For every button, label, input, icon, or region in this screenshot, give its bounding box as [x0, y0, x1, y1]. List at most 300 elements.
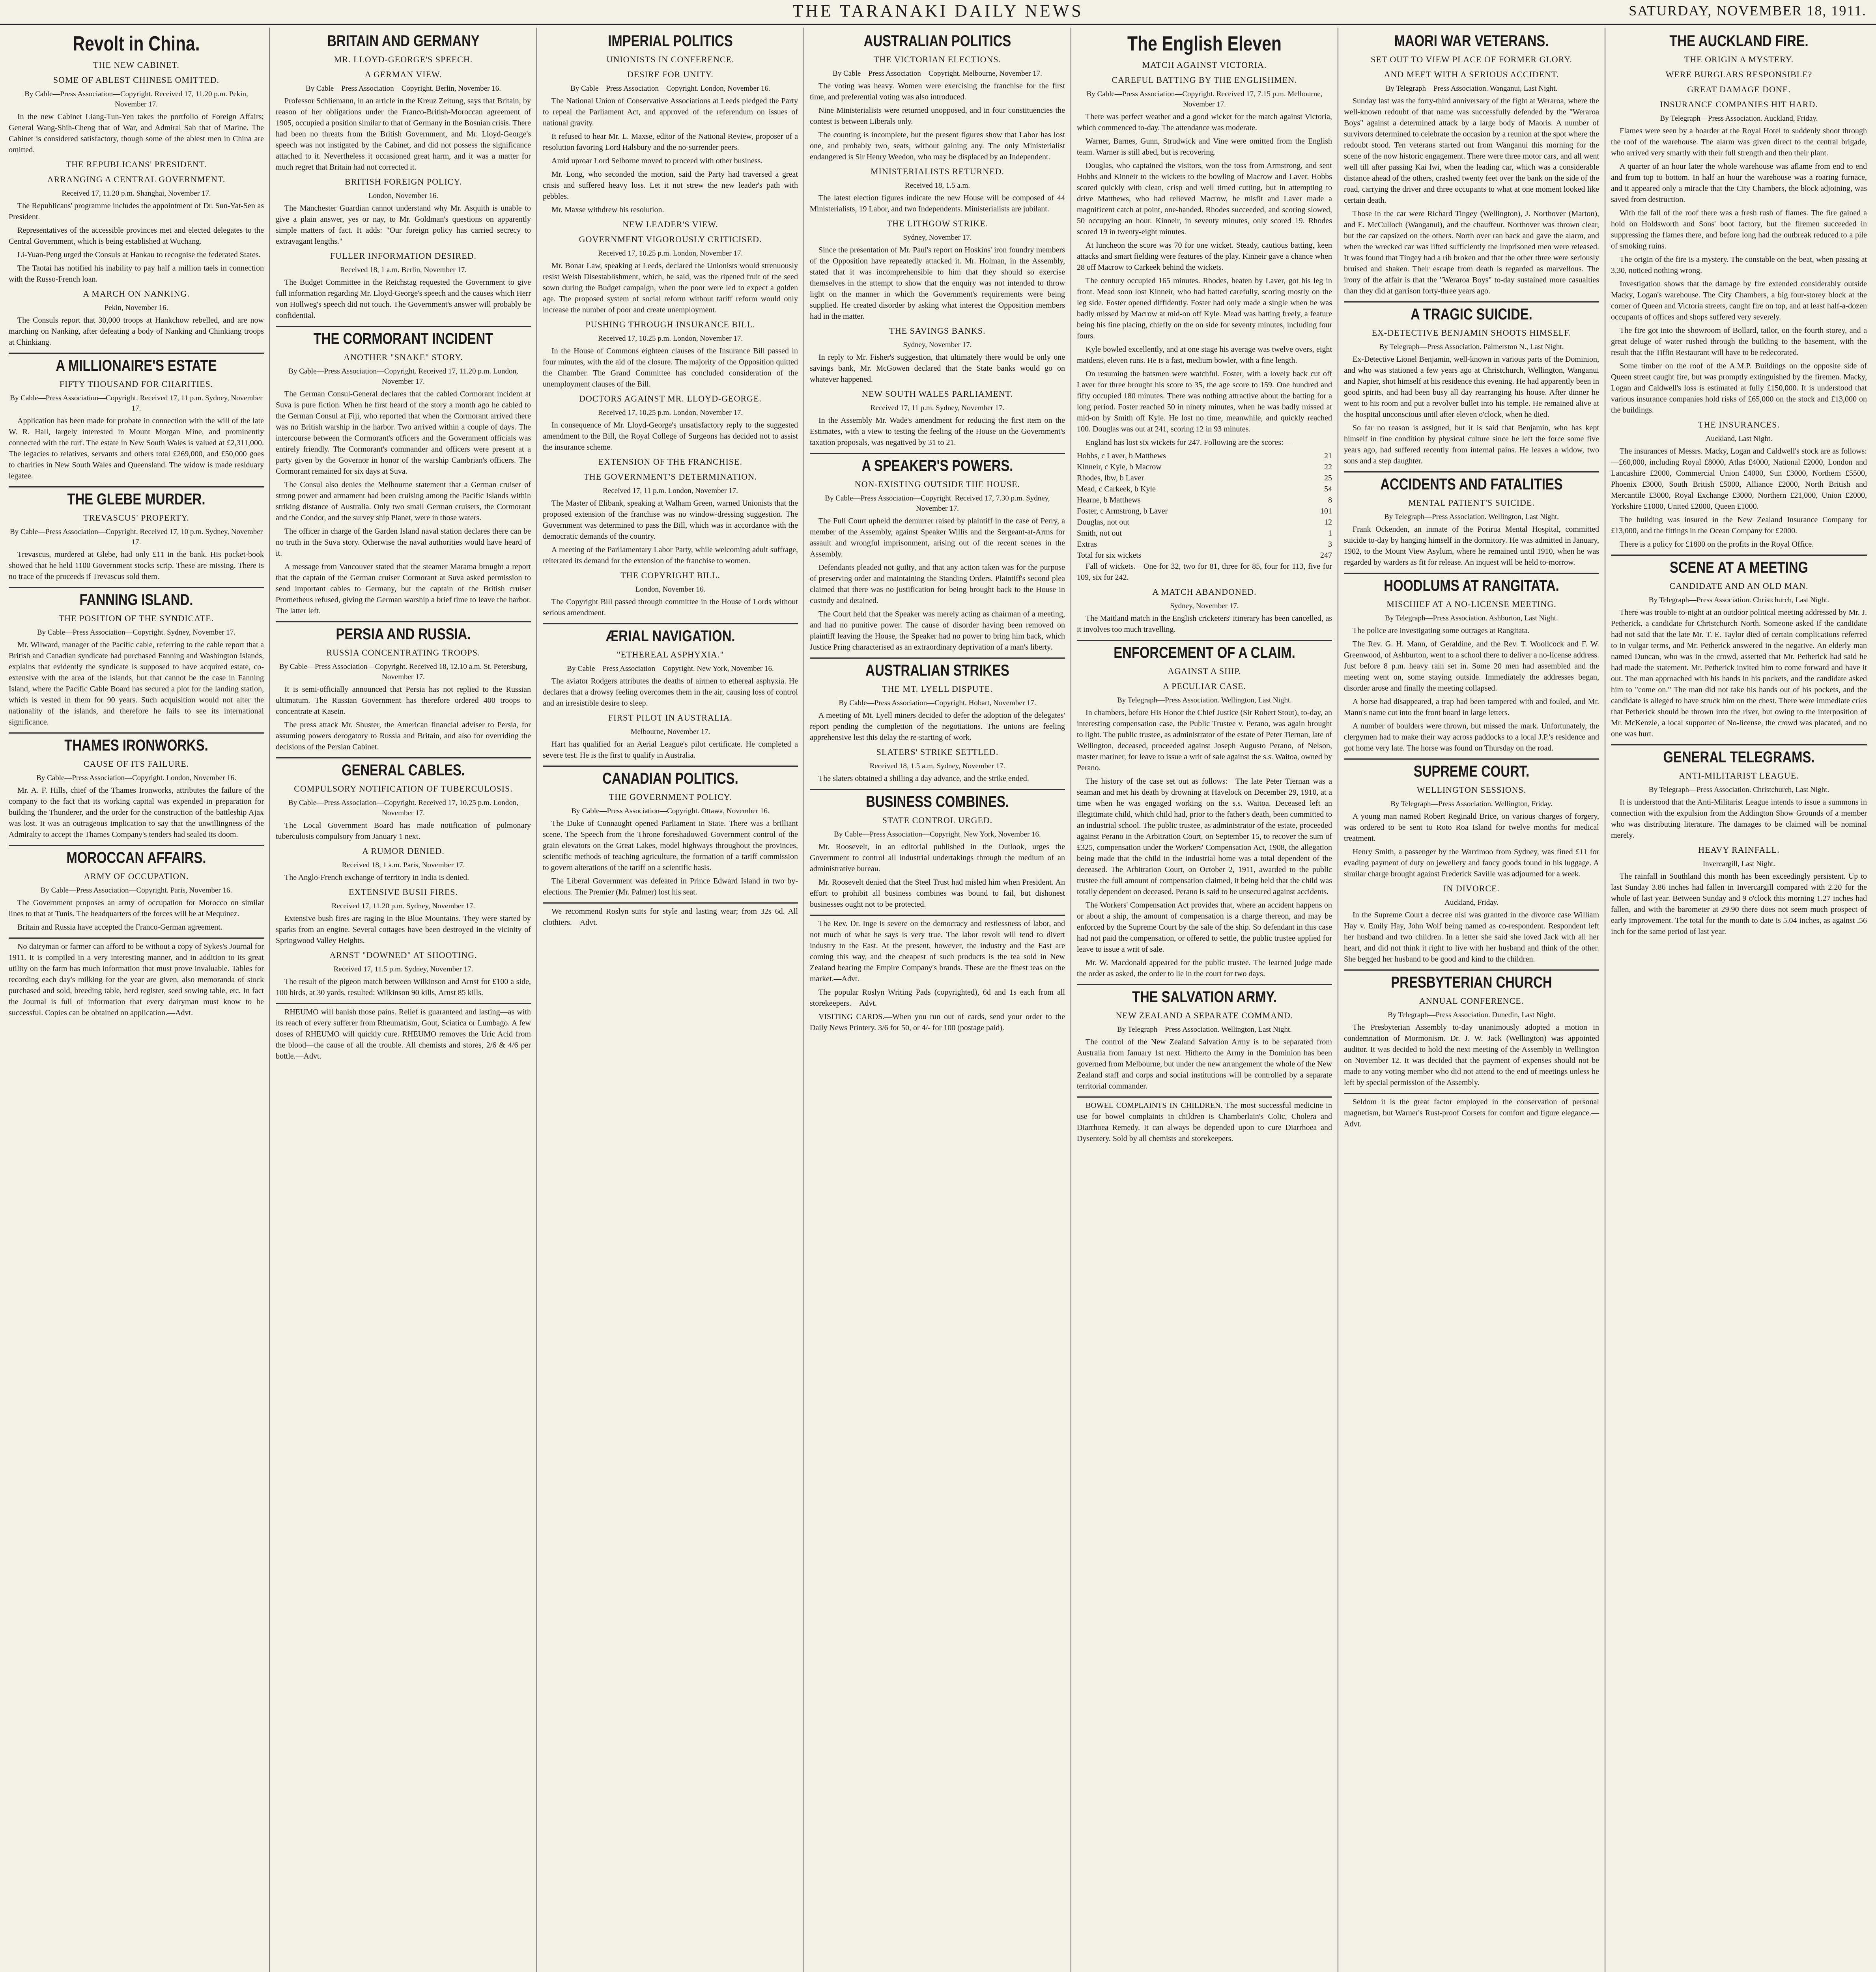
article-paragraph: The Republicans' programme includes the appointment of Dr. Sun-Yat-Sen as President.: [9, 202, 264, 221]
batsman-score: 21: [1324, 452, 1332, 460]
article-paragraph: Mr. W. Macdonald appeared for the public trustee. The learned judge made the order as asked, the order to lie in the court for two days.: [1077, 958, 1332, 978]
batsman-score: 1: [1328, 529, 1332, 538]
article-paragraph: Nine Ministerialists were returned unopposed, and in four constituencies the contest is between Liberals only.: [810, 106, 1065, 126]
article-subheading: TREVASCUS' PROPERTY.: [83, 513, 189, 523]
article-dateline: Received 17, 11.20 p.m. Shanghai, November 17.: [62, 189, 211, 198]
article-subheading: AGAINST A SHIP.: [1168, 666, 1241, 676]
article-paragraph: The counting is incomplete, but the present figures show that Labor has lost one, and probably two, seats, without gaining any. The only Ministerialist endangered is Sir Henry Weedon, who may be displaced by an Independent.: [810, 131, 1065, 161]
article-subheading: THE NEW CABINET.: [93, 60, 179, 70]
scorecard-row: [1077, 484, 1332, 495]
article-subheading: WELLINGTON SESSIONS.: [1416, 785, 1527, 795]
news-column: [1605, 28, 1872, 1972]
article-subheading: FIRST PILOT IN AUSTRALIA.: [608, 713, 733, 723]
article-subheading: NEW SOUTH WALES PARLIAMENT.: [861, 389, 1013, 399]
article-subheading: GREAT DAMAGE DONE.: [1687, 84, 1791, 94]
article-subheading: MISCHIEF AT A NO-LICENSE MEETING.: [1386, 599, 1556, 609]
section-divider: [276, 621, 531, 622]
article-subheading: DESIRE FOR UNITY.: [627, 69, 714, 79]
article-subheading: A MARCH ON NANKING.: [83, 289, 190, 299]
article-paragraph: There is a policy for £1800 on the profits in the Royal Office.: [1620, 540, 1814, 549]
batsman-entry: Smith, not out: [1077, 529, 1122, 538]
article-paragraph: Defendants pleaded not guilty, and that any action taken was for the purpose of preserving order and maintaining the Standing Orders. Plaintiff's second plea claimed that there was no justification for being brought back to the House in custody and detained.: [810, 563, 1065, 605]
article-paragraph: The origin of the fire is a mystery. The constable on the beat, when passing at 3.30, noticed nothing wrong.: [1611, 255, 1867, 275]
article-paragraph: A young man named Robert Reginald Brice, on various charges of forgery, was ordered to be sent to Roto Roa Island for twelve months for medical treatment.: [1344, 812, 1599, 843]
article-dateline: Sydney, November 17.: [1170, 602, 1239, 610]
article-subheading: THE COPYRIGHT BILL.: [620, 570, 720, 580]
article-paragraph: The history of the case set out as follows:—The late Peter Tiernan was a seaman and met his death by drowning at Havelock on December 29, 1910, at a time when he was engaged working on the s.s. Waitoa. Deceased left an illegitimate child, which child had, prior to the father's death, been committed to an industrial school. The public trustee, as administrator of the estate, proceeded against Perano in the Arbitration Court, on September 15, to recover the sum of £325, compensation under the Workers' Compensation Act, 1908, the allegation being made that the child in the industrial home was a total dependent of the deceased. The Arbitration Court, on October 2, 1911, awarded to the public trustee the full amount of compensation claimed, it being held that the child was totally dependent on deceased. Perano is said to be unsecured against accidents.: [1077, 777, 1332, 896]
article-paragraph: Trevascus, murdered at Glebe, had only £11 in the bank. His pocket-book showed that he held 1100 Government stocks scrip. These are missing. There is no trace of the proceeds if Trevascus sold them.: [9, 550, 264, 581]
batsman-score: 25: [1324, 474, 1332, 482]
article-paragraph: VISITING CARDS.—When you run out of cards, send your order to the Daily News Printery. 3/6 for 50, or 4/- for 100 (postage paid).: [810, 1012, 1065, 1032]
section-divider: [1344, 1093, 1599, 1094]
article-dateline: By Cable—Press Association—Copyright. Received 18, 12.10 a.m. St. Petersburg, November 17.: [279, 663, 528, 681]
article-paragraph: The Full Court upheld the demurrer raised by plaintiff in the case of Perry, a member of the Assembly, against Speaker Willis and the Sergeant-at-Arms for assault and wrongful imprisonment, arising out of the recent scenes in the Assembly.: [810, 517, 1065, 558]
article-subheading: SET OUT TO VIEW PLACE OF FORMER GLORY.: [1371, 54, 1572, 64]
article-subheading: EX-DETECTIVE BENJAMIN SHOOTS HIMSELF.: [1371, 328, 1571, 338]
batsman-score: 101: [1320, 507, 1332, 515]
news-column: [804, 28, 1071, 1972]
batsman-entry: Douglas, not out: [1077, 518, 1129, 527]
article-paragraph: The Rev. G. H. Mann, of Geraldine, and the Rev. T. Woollcock and F. W. Greenwood, of Ashburton, went to a school there to deliver a no-license address. Just before 8 p.m. heavy rain set in. Some 20 men had assembled and the meeting went on, some staying outside. Immediately the addresses began, disorder arose and finally the meeting collapsed.: [1344, 640, 1599, 693]
article-paragraph: The Consuls report that 30,000 troops at Hankchow rebelled, and are now marching on Nanking, after defeating a body of Nanking and Chinkiang troops at Chinkiang.: [9, 316, 264, 347]
article-paragraph: The building was insured in the New Zealand Insurance Company for £13,000, and the fittings in the Ocean Company for £2000.: [1611, 515, 1867, 535]
article-paragraph: It is semi-officially announced that Persia has not replied to the Russian ultimatum. The Russian Government has therefore ordered 400 troops to concentrate at Kasein.: [276, 685, 531, 716]
article-paragraph: A meeting of the Parliamentary Labor Party, while welcoming adult suffrage, reiterated its demand for the extension of the franchise to women.: [543, 545, 798, 565]
article-paragraph: The century occupied 165 minutes. Rhodes, beaten by Laver, got his leg in front. Mead soon lost Kinneir, who had batted carefully, scoring mostly on the leg side. Foster opened diffidently. Foster had only made a single when he was badly missed by Macrow at mid-on off Kyle. Mead was batting freely, a feature being his fine placing, chiefly on the on side for seventy minutes, including four fours.: [1077, 276, 1332, 340]
section-divider: [9, 937, 264, 939]
article-headline: PERSIA AND RUSSIA.: [336, 626, 471, 643]
article-dateline: By Telegraph—Press Association. Wellington, Friday.: [1390, 800, 1553, 808]
article-dateline: London, November 16.: [368, 192, 439, 200]
article-dateline: Received 17, 11.5 p.m. Sydney, November 17.: [333, 965, 473, 973]
article-headline: ACCIDENTS AND FATALITIES: [1380, 476, 1563, 493]
article-subheading: ANOTHER "SNAKE" STORY.: [344, 352, 463, 362]
scorecard: [1077, 550, 1332, 561]
batsman-score: 3: [1328, 540, 1332, 549]
article-paragraph: The Liberal Government was defeated in Prince Edward Island in two by-elections. The Premier (Mr. Palmer) lost his seat.: [543, 877, 798, 896]
section-divider: [276, 1003, 531, 1004]
article-subheading: ARRANGING A CENTRAL GOVERNMENT.: [47, 174, 226, 184]
scorecard-row: [1077, 550, 1332, 561]
section-divider: [276, 326, 531, 327]
article-headline: The English Eleven: [1127, 32, 1282, 55]
article-paragraph: The National Union of Conservative Associations at Leeds pledged the Party to repeal the Parliament Act, and approved of the referendum on issues of national gravity.: [543, 97, 798, 127]
article-paragraph: Application has been made for probate in connection with the will of the late W. R. Hall, largely interested in Mount Morgan Mine, and prominently connected with the turf. The estate in New South Wales is valued at £2,311,000. The legacies to relatives, servants and others total £269,000, and £50,000 goes to charities in New South Wales and Queensland. The widow is made residuary legatee.: [9, 416, 264, 480]
article-paragraph: The Master of Elibank, speaking at Walham Green, warned Unionists that the proposed extension of the franchise was no window-dressing suggestion. The Government was determined to pass the Bill, which was in accordance with the democratic demands of the country.: [543, 499, 798, 541]
article-headline: THE CORMORANT INCIDENT: [313, 330, 493, 347]
article-subheading: STATE CONTROL URGED.: [882, 815, 993, 825]
article-dateline: By Telegraph—Press Association. Palmerston N., Last Night.: [1379, 343, 1564, 351]
article-dateline: Received 17, 10.25 p.m. London, November 17.: [598, 249, 743, 258]
article-subheading: FIFTY THOUSAND FOR CHARITIES.: [59, 379, 213, 389]
article-dateline: Received 18, 1.5 a.m. Sydney, November 17.: [869, 762, 1005, 770]
batsman-score: 247: [1320, 551, 1332, 560]
batsman-entry: Mead, c Carkeek, b Kyle: [1077, 485, 1156, 493]
article-dateline: Received 17, 11 p.m. London, November 17.: [603, 487, 738, 495]
article-dateline: By Cable—Press Association—Copyright. Paris, November 16.: [40, 886, 232, 894]
article-paragraph: The Taotai has notified his inability to pay half a million taels in connection with the Russo-French loan.: [9, 264, 264, 284]
article-subheading: THE LITHGOW STRIKE.: [886, 218, 988, 228]
article-subheading: AND MEET WITH A SERIOUS ACCIDENT.: [1384, 69, 1559, 79]
article-subheading: CANDIDATE AND AN OLD MAN.: [1669, 581, 1809, 591]
article-paragraph: The officer in charge of the Garden Island naval station declares there can be no truth in the Suva story. Otherwise the naval authorities would have heard of it.: [276, 527, 531, 558]
article-subheading: A PECULIAR CASE.: [1163, 681, 1246, 691]
article-paragraph: The Maitland match in the English cricketers' itinerary has been cancelled, as it involves too much travelling.: [1077, 614, 1332, 634]
article-headline: GENERAL CABLES.: [342, 762, 465, 779]
article-headline: CANADIAN POLITICS.: [602, 770, 738, 787]
article-headline: FANNING ISLAND.: [79, 591, 193, 609]
article-subheading: NON-EXISTING OUTSIDE THE HOUSE.: [854, 479, 1020, 489]
section-divider: [543, 623, 798, 624]
article-paragraph: Mr. Maxse withdrew his resolution.: [551, 205, 664, 214]
article-paragraph: Mr. Long, who seconded the motion, said the Party had traversed a great crisis and suffered heavy loss. Let it not strew the new leader's path with pebbles.: [543, 170, 798, 201]
article-paragraph: The popular Roslyn Writing Pads (copyrighted), 6d and 1s each from all storekeepers.—Advt.: [810, 988, 1065, 1008]
section-divider: [810, 657, 1065, 659]
section-divider: [9, 587, 264, 588]
article-paragraph: On resuming the batsmen were watchful. Foster, with a lovely back cut off Laver for three brought his score to 35, the age score to 159. One hundred and fifty occupied 180 minutes. There was nothing attractive about the batting for a long period. Foster reached 50 in ninety minutes, when he was badly missed at mid-on by Smith off Kyle. He lost no time, meanwhile, and quickly reached 100. Douglas was out at 241, scoring 12 in 93 minutes.: [1077, 370, 1332, 433]
article-headline: ENFORCEMENT OF A CLAIM.: [1114, 644, 1295, 661]
batsman-entry: Rhodes, lbw, b Laver: [1077, 474, 1144, 482]
section-divider: [1344, 573, 1599, 574]
article-subheading: WERE BURGLARS RESPONSIBLE?: [1665, 69, 1812, 79]
article-subheading: MINISTERIALISTS RETURNED.: [870, 166, 1005, 176]
article-dateline: By Cable—Press Association—Copyright. Received 17, 11 p.m. Sydney, November 17.: [10, 394, 263, 413]
article-headline: MAORI WAR VETERANS.: [1394, 32, 1549, 50]
article-subheading: ANTI-MILITARIST LEAGUE.: [1679, 771, 1799, 781]
article-dateline: Received 17, 10.25 p.m. London, November 17.: [598, 409, 743, 417]
article-dateline: By Cable—Press Association—Copyright. Received 17, 7.15 p.m. Melbourne, November 17.: [1086, 90, 1323, 108]
article-paragraph: Representatives of the accessible provinces met and elected delegates to the Central Government, which is being established at Wuchang.: [9, 226, 264, 246]
columns-container: [3, 28, 1873, 1972]
article-subheading: CAUSE OF ITS FAILURE.: [83, 759, 189, 769]
article-headline: IMPERIAL POLITICS: [608, 32, 733, 50]
article-dateline: By Telegraph—Press Association. Dunedin, Last Night.: [1388, 1011, 1555, 1019]
masthead: [0, 0, 1876, 25]
article-paragraph: The rainfall in Southland this month has been exceedingly persistent. Up to last Sunday 3.86 inches had fallen in Invercargill compared with 2.20 for the whole of last year. Between Sunday and 9 o'clock this morning 1.27 inches had fallen, and with the barometer at 29.90 there does not seem much prospect of early improvement. The total for the month to date is 5.04 inches, as against .56 inch for the same period of last year.: [1611, 872, 1867, 936]
article-dateline: Received 17, 10.25 p.m. London, November 17.: [598, 334, 743, 343]
batsman-entry: Foster, c Armstrong, b Laver: [1077, 507, 1168, 515]
article-paragraph: The Local Government Board has made notification of pulmonary tuberculosis compulsory from January 1 next.: [276, 821, 531, 841]
section-divider: [1077, 984, 1332, 985]
article-headline: AUSTRALIAN STRIKES: [865, 662, 1009, 679]
article-subheading: ANNUAL CONFERENCE.: [1419, 996, 1524, 1006]
article-dateline: By Cable—Press Association—Copyright. Sydney, November 17.: [37, 628, 236, 637]
batsman-entry: Extras: [1077, 540, 1097, 549]
article-dateline: Received 18, 1 a.m. Berlin, November 17.: [340, 266, 467, 274]
article-paragraph: Douglas, who captained the visitors, won the toss from Armstrong, and sent Hobbs and Kinneir to the wickets to the bowling of Macrow and Laver. Hobbs scored quickly with clean, crisp and well timed cutting, but in attempting to drive Matthews, who had relieved Macrow, he misfit and Laver made a magnificent catch at point, one-handed. Rhodes succeeded, and scoring slowed, 50 occupying an hour. Kinneir, in seventy minutes, only scored 19. Rhodes scored 19 in twenty-eight minutes.: [1077, 161, 1332, 236]
section-divider: [9, 732, 264, 734]
article-headline: SCENE AT A MEETING: [1669, 559, 1809, 576]
article-subheading: COMPULSORY NOTIFICATION OF TUBERCULOSIS.: [294, 784, 513, 794]
article-paragraph: The aviator Rodgers attributes the deaths of airmen to ethereal asphyxia. He declares that a drowsy feeling overcomes them in the air, causing loss of control and an irresistible desire to sleep.: [543, 677, 798, 708]
article-subheading: THE INSURANCES.: [1698, 420, 1780, 430]
article-paragraph: In consequence of Mr. Lloyd-George's unsatisfactory reply to the suggested amendment to the Bill, the Royal College of Surgeons has decided not to assist the insurance scheme.: [543, 421, 798, 452]
batsman-score: 22: [1324, 463, 1332, 471]
article-dateline: By Telegraph—Press Association. Wellington, Last Night.: [1117, 696, 1292, 704]
article-dateline: By Cable—Press Association—Copyright. Ottawa, November 16.: [571, 807, 770, 815]
article-paragraph: The Presbyterian Assembly to-day unanimously adopted a motion in condemnation of Mormonism. Dr. J. W. Jack (Wellington) was appointed auditor. It was decided to hold the next meeting of the Assembly in Wellington on November 12. It was decided that the payment of expenses should not be made to any voting member who did not attend to the end of meetings unless he left by special permission of the Assembly.: [1344, 1023, 1599, 1087]
article-paragraph: At luncheon the score was 70 for one wicket. Steady, cautious batting, keen attacks and smart fielding were features of the play. Kinneir gave a chance when 28 off Macrow to Carkeek behind the wickets.: [1077, 241, 1332, 272]
article-paragraph: Amid uproar Lord Selborne moved to proceed with other business.: [551, 157, 763, 165]
section-divider: [1344, 758, 1599, 760]
article-subheading: THE POSITION OF THE SYNDICATE.: [58, 613, 214, 623]
article-paragraph: The slaters obtained a shilling a day advance, and the strike ended.: [818, 774, 1029, 783]
batsman-score: 8: [1328, 496, 1332, 504]
article-paragraph: A message from Vancouver stated that the steamer Marama brought a report that the captain of the German cruiser Cormorant at Suva asked permission to send important cables to Germany, but the captain of the British cruiser Prometheus refused, giving the German warship a brief time to leave the harbor. The latter left.: [276, 562, 531, 615]
article-paragraph: The Anglo-French exchange of territory in India is denied.: [284, 873, 469, 882]
article-dateline: Melbourne, November 17.: [630, 728, 710, 736]
article-dateline: By Telegraph—Press Association. Wellington, Last Night.: [1117, 1025, 1292, 1034]
article-headline: PRESBYTERIAN CHURCH: [1391, 974, 1552, 991]
article-subheading: THE REPUBLICANS' PRESIDENT.: [65, 159, 207, 169]
article-paragraph: It is understood that the Anti-Militarist League intends to issue a summons in connection with the expulsion from the Addington Show Grounds of a member who was distributing literature. The damages to be claimed will be nominal merely.: [1611, 798, 1867, 840]
article-paragraph: The Consul also denies the Melbourne statement that a German cruiser of strong power and armament had been cruising among the Pacific Islands within striking distance of Australia. Only two small German cruisers, the Cormorant and the Condor, and the survey ship Planet, were in those waters.: [276, 480, 531, 522]
article-paragraph: With the fall of the roof there was a fresh rush of flames. The fire gained a hold on Holdsworth and Sons' boot factory, but the firemen succeeded in suppressing the flames there, and before long had the outbreak reduced to a pile of smoking ruins.: [1611, 209, 1867, 250]
article-paragraph: The fire got into the showroom of Bollard, tailor, on the fourth storey, and a great deluge of water rushed through the building to the basement, with the result that the Tiffin Restaurant will have to be redecorated.: [1611, 326, 1867, 357]
article-paragraph: Britain and Russia have accepted the Franco-German agreement.: [17, 923, 222, 932]
article-subheading: THE GOVERNMENT POLICY.: [609, 792, 732, 802]
article-subheading: SLATERS' STRIKE SETTLED.: [876, 747, 999, 757]
article-paragraph: In the Supreme Court a decree nisi was granted in the divorce case William Hay v. Emily Hay, John Wolf being named as co-respondent. Respondent left her husband and two children. In a letter she said she loved Jack with all her heart, and did not think it right to live with her husband and think of the other. She begged her husband to be good and kind to the children.: [1344, 911, 1599, 964]
article-paragraph: Li-Yuan-Peng urged the Consuls at Hankau to recognise the federated States.: [17, 250, 261, 259]
article-subheading: INSURANCE COMPANIES HIT HARD.: [1660, 99, 1818, 109]
article-dateline: By Telegraph—Press Association. Auckland, Friday.: [1660, 114, 1818, 123]
article-headline: MOROCCAN AFFAIRS.: [66, 849, 206, 866]
article-paragraph: The Copyright Bill passed through committee in the House of Lords without serious amendment.: [543, 598, 798, 617]
scorecard-row: [1077, 461, 1332, 472]
article-paragraph: Sunday last was the forty-third anniversary of the fight at Weraroa, where the well-known redoubt of that name was successfully defended by the "Weraroa Boys" against a determined attack by a large body of Maoris. A number of survivors determined to celebrate the occasion by a reunion at the spot where the redoubt stood. Ten veterans started out from Wanganui this morning for the scene of the now historic engagement. There were three motor cars, and all went well till after passing Kai Iwi, when the leading car, which was a considerable distance ahead of the others, crashed twenty feet over the bank on the side of the road, carrying the driver and three occupants to what at one moment looked like certain death.: [1344, 97, 1599, 205]
scorecard-row: [1077, 450, 1332, 461]
article-dateline: Sydney, November 17.: [903, 341, 972, 349]
article-paragraph: Kyle bowled excellently, and at one stage his average was twelve overs, eight maidens, eleven runs. He is a fast, medium bowler, with a fine length.: [1077, 345, 1332, 365]
section-divider: [810, 789, 1065, 790]
article-headline: GENERAL TELEGRAMS.: [1663, 749, 1815, 766]
article-paragraph: England has lost six wickets for 247. Following are the scores:—: [1086, 438, 1291, 447]
article-subheading: THE SAVINGS BANKS.: [889, 326, 986, 336]
article-paragraph: In the House of Commons eighteen clauses of the Insurance Bill passed in four minutes, with the aid of the closure. The majority of the Opposition quitted the Chamber. The Grand Committee has concluded consideration of the unemployment clauses of the Bill.: [543, 347, 798, 388]
article-dateline: By Cable—Press Association—Copyright. Received 17, 10 p.m. Sydney, November 17.: [10, 528, 263, 546]
section-divider: [1611, 555, 1867, 556]
article-headline: THE GLEBE MURDER.: [67, 491, 206, 508]
article-subheading: "ETHEREAL ASPHYXIA.": [617, 650, 724, 659]
article-dateline: By Telegraph—Press Association. Wanganui, Last Night.: [1385, 84, 1558, 93]
article-paragraph: In reply to Mr. Fisher's suggestion, that ultimately there would be only one savings bank, Mr. McGowen declared that the State banks would go on whatever happened.: [810, 353, 1065, 384]
article-paragraph: Flames were seen by a boarder at the Royal Hotel to suddenly shoot through the roof of the warehouse. The alarm was given direct to the central brigade, who arrived very smartly with their full strength and then their plant.: [1611, 127, 1867, 157]
article-dateline: By Cable—Press Association—Copyright. New York, November 16.: [567, 665, 774, 673]
batsman-entry: Hobbs, c Laver, b Matthews: [1077, 452, 1166, 460]
section-divider: [543, 766, 798, 767]
batsman-score: 54: [1324, 485, 1332, 493]
article-paragraph: Since the presentation of Mr. Paul's report on Hoskins' iron foundry members of the Opposition have repeatedly attacked it. Mr. Holman, in the Assembly, stated that it was incomprehensible to him that they should so exercise themselves in the attempt to show that the enquiry was not intended to throw light on the manner in which the Government's requirements were being supplied. He created disorder by asking what interest the Opposition members had in the matter.: [810, 246, 1065, 321]
article-dateline: By Cable—Press Association—Copyright. Melbourne, November 17.: [833, 69, 1042, 78]
article-headline: A MILLIONAIRE'S ESTATE: [56, 357, 217, 374]
section-divider: [1344, 471, 1599, 472]
article-dateline: By Telegraph—Press Association. Ashburton, Last Night.: [1385, 614, 1558, 622]
scorecard-row: [1077, 472, 1332, 484]
section-divider: [810, 453, 1065, 454]
article-paragraph: The Court held that the Speaker was merely acting as chairman of a meeting, and had no punitive power. The cause of disorder having been removed on plaintiff leaving the House, the Speaker had no power to bring him back, which Justice Pring characterised as an extraordinary deprivation of a man's liberty.: [810, 610, 1065, 652]
article-dateline: By Cable—Press Association—Copyright. New York, November 16.: [834, 830, 1041, 838]
article-paragraph: A meeting of Mt. Lyell miners decided to defer the adoption of the delegates' report pending the completion of the negotiations. The unions are feeling apprehensive lest this delay the re-starting of work.: [810, 711, 1065, 742]
article-subheading: DOCTORS AGAINST MR. LLOYD-GEORGE.: [579, 394, 762, 403]
article-paragraph: Mr. A. F. Hills, chief of the Thames Ironworks, attributes the failure of the company to the fact that its working capital was expended in preparation for building the Thunderer, and the order for the construction of the battleship Ajax was lost. It was an outrageous implication to say that the unwillingness of the Admiralty to accept the Thames Company's tenders had sealed its doom.: [9, 786, 264, 839]
article-paragraph: Professor Schliemann, in an article in the Kreuz Zeitung, says that Britain, by reason of her obligations under the Franco-British-Moroccan agreement of 1905, occupied a position similar to that of Germany in the Bosnian crisis. There had been no threats from the British Government, and Mr. Lloyd-George's speech was not instigated by the Cabinet, and did not possess the significance attached to it. Nevertheless it occasioned great harm, and it was a matter for much regret that Britain had not corrected it.: [276, 97, 531, 172]
article-subheading: PUSHING THROUGH INSURANCE BILL.: [585, 319, 755, 329]
article-paragraph: The press attack Mr. Shuster, the American financial adviser to Persia, for assuming powers derogatory to Russia and Britain, and also for overriding the decisions of the Persian Cabinet.: [276, 721, 531, 751]
article-headline: THE SALVATION ARMY.: [1132, 988, 1277, 1006]
article-paragraph: Investigation shows that the damage by fire extended considerably outside Macky, Logan's warehouse. The City Chambers, a big four-storey block at the corner of Queen and Victoria streets, caught fire on top, and at least half-a-dozen occupants of offices and shops suffered very severely.: [1611, 280, 1867, 321]
article-subheading: MR. LLOYD-GEORGE'S SPEECH.: [334, 54, 473, 64]
batsman-entry: Kinneir, c Kyle, b Macrow: [1077, 463, 1162, 471]
scorecard-row: [1077, 506, 1332, 517]
article-subheading: CAREFUL BATTING BY THE ENGLISHMEN.: [1112, 75, 1297, 85]
article-paragraph: The police are investigating some outrages at Rangitata.: [1353, 626, 1530, 635]
article-dateline: Received 18, 1 a.m. Paris, November 17.: [342, 861, 465, 869]
article-subheading: GOVERNMENT VIGOROUSLY CRITICISED.: [579, 234, 762, 244]
article-dateline: By Cable—Press Association—Copyright. London, November 16.: [36, 774, 236, 782]
article-paragraph: We recommend Roslyn suits for style and lasting wear; from 32s 6d. All clothiers.—Advt.: [543, 907, 798, 927]
article-paragraph: A horse had disappeared, a trap had been tampered with and fouled, and Mr. Mann's name cut into the front board in large letters.: [1344, 697, 1599, 717]
section-divider: [1344, 301, 1599, 303]
article-dateline: London, November 16.: [635, 585, 706, 594]
batsman-score: 12: [1324, 518, 1332, 527]
article-subheading: IN DIVORCE.: [1443, 883, 1500, 893]
article-paragraph: There was trouble to-night at an outdoor political meeting addressed by Mr. J. Petherick, a candidate for Christchurch North. Someone asked if the candidate had not said that the late Mr. T. E. Taylor died of certain complications referred to in vulgar terms, and Mr. Petherick answered in the negative. An elderly man named Duncan, who was in the crowd, asserted that Mr. Petherick had said he had made the statement. Mr. Petherick invited him to come forward and have it out. The man approached with his hands in his pockets, and the candidate asked him to "come on." The man did not take his hands out of his pockets, and the candidate is alleged to have struck him on the chest. There were immediate cries that Petherick should be thrown into the river, but owing to the interposition of Mr. McKenzie, a local supporter of No-license, the crowd was placated, and no one was hurt.: [1611, 608, 1867, 738]
article-headline: THE AUCKLAND FIRE.: [1669, 32, 1809, 50]
scorecard-row: [1077, 517, 1332, 528]
article-headline: SUPREME COURT.: [1413, 763, 1530, 780]
article-subheading: A GERMAN VIEW.: [364, 69, 442, 79]
article-dateline: By Cable—Press Association—Copyright. Received 17, 11.20 p.m. London, November 17.: [288, 367, 518, 386]
article-paragraph: The voting was heavy. Women were exercising the franchise for the first time, and preferential voting was also introduced.: [810, 82, 1065, 101]
article-paragraph: Mr. Bonar Law, speaking at Leeds, declared the Unionists would strenuously resist Welsh Disestablishment, which, he said, was the ripened fruit of the seed sown during the Budget campaign, when the poor were led to expect a golden age. The proposed system of social reform without tariff reform would only increase the number of poor and create unemployment.: [543, 261, 798, 314]
article-subheading: EXTENSION OF THE FRANCHISE.: [598, 457, 743, 467]
article-paragraph: Fall of wickets.—One for 32, two for 81, three for 85, four for 113, five for 109, six for 242.: [1077, 562, 1332, 582]
news-column: [270, 28, 537, 1972]
scorecard-row: [1077, 495, 1332, 506]
article-paragraph: Henry Smith, a passenger by the Warrimoo from Sydney, was fined £11 for evading payment of duty on jewellery and fancy goods found in his luggage. A similar charge brought against Frederick Saville was adjourned for a week.: [1344, 848, 1599, 878]
article-subheading: BRITISH FOREIGN POLICY.: [344, 177, 462, 187]
article-paragraph: Those in the car were Richard Tingey (Wellington), J. Northover (Marton), and E. McCulloch (Wanganui), and the chauffeur. Northover was thrown clear, but the car capsized on the others. North over ran back and gave the alarm, and when the wrecked car was lifted sufficiently the imprisoned men were released. It was found that Tingey had a rib broken and that the other three were seriously bruised and shaken. Their escape from death is regarded as marvellous. The irony of the affair is that the "Weraroa Boys" to-day sustained more casualties than they did at garrison forty-three years ago.: [1344, 209, 1599, 295]
article-paragraph: The German Consul-General declares that the cabled Cormorant incident at Suva is pure fiction. When he first heard of the story a month ago he cabled to the German Consul at Fiji, who reported that when the Cormorant arrived there was no British warship in the harbor. Two arrived within a couple of days. The intercourse between the Cormorant's officers and the Government officials was entirely friendly. The Cormorant's commander and officers were present at a party given by the Governor in honor of the warship Cambrian's officers. The Cormorant remained for six days at Suva.: [276, 390, 531, 476]
article-subheading: A RUMOR DENIED.: [362, 846, 445, 856]
article-paragraph: No dairyman or farmer can afford to be without a copy of Sykes's Journal for 1911. It is compiled in a very interesting manner, and in addition to its great utility on the farm has much information that must prove invaluable. Tables for recording each day's milking for the year are given, also memoranda of stock purchased and sold, breeding table, herd register, seed sowing table, etc. In fact the Journal is full of information that every dairyman must know to be successful. Copies can be obtained on application.—Advt.: [9, 942, 264, 1017]
article-subheading: FULLER INFORMATION DESIRED.: [330, 251, 477, 261]
article-subheading: THE ORIGIN A MYSTERY.: [1684, 54, 1794, 64]
article-paragraph: The result of the pigeon match between Wilkinson and Arnst for £100 a side, 100 birds, at 30 yards, resulted: Wilkinson 90 kills, Arnst 85 kills.: [276, 977, 531, 997]
article-subheading: MATCH AGAINST VICTORIA.: [1142, 60, 1267, 70]
article-dateline: By Cable—Press Association—Copyright. Received 17, 10.25 p.m. London, November 17.: [288, 799, 519, 817]
article-paragraph: A number of boulders were thrown, but missed the mark. Unfortunately, the clergymen had to make their way across paddocks to a local J.P.'s residence and got home very late. The horse was found on Thursday on the road.: [1344, 722, 1599, 753]
article-paragraph: Mr. Wilward, manager of the Pacific cable, referring to the cable report that a British and Canadian syndicate had purchased Fanning and Washington Islands, explains that evidently the syndicate is supposed to have acquired estate, co-extensive with the area of the islands, but that cannot be the case in Fanning Island, where the Pacific Cable Board has secured a plot for the landing station, which is vested in them for 90 years. Such acquisition would not alter the nationality of the islands, and therefore he fails to see its international significance.: [9, 641, 264, 726]
article-paragraph: Frank Ockenden, an inmate of the Porirua Mental Hospital, committed suicide to-day by hanging himself in the dormitory. He was admitted in January, 1902, to the Mount View Asylum, where he remained until 1910, when he was regarded by warders as fit for release. An inquest will be held to-morrow.: [1344, 525, 1599, 567]
section-divider: [9, 486, 264, 487]
article-paragraph: In chambers, before His Honor the Chief Justice (Sir Robert Stout), to-day, an interesting compensation case, the Public Trustee v. Perano, was again brought to light. The public trustee, as administrator of the estate of Peter Tiernan, late of Wellington, deceased, proceeded against Joseph Augusto Perano, of Nelson, master mariner, for leave to issue a writ of sale against the s.s. Waitoa, owned by Perano.: [1077, 708, 1332, 772]
article-paragraph: A quarter of an hour later the whole warehouse was aflame from end to end and from top to bottom. In half an hour the warehouse was a roaring furnace, and it appeared only a miracle that the City Chambers, the block adjoining, was saved from destruction.: [1611, 162, 1867, 204]
article-paragraph: Seldom it is the great factor employed in the conservation of personal magnetism, but Warner's Rust-proof Corsets for comfort and figure elegance.—Advt.: [1344, 1098, 1599, 1128]
article-headline: Revolt in China.: [73, 32, 200, 55]
article-headline: ÆRIAL NAVIGATION.: [605, 627, 735, 645]
article-subheading: THE GOVERNMENT'S DETERMINATION.: [583, 472, 757, 482]
article-dateline: Pekin, November 16.: [104, 304, 168, 312]
article-subheading: RUSSIA CONCENTRATING TROOPS.: [326, 648, 480, 657]
article-dateline: Auckland, Last Night.: [1706, 435, 1772, 443]
section-divider: [9, 353, 264, 354]
article-headline: THAMES IRONWORKS.: [64, 737, 208, 754]
article-subheading: THE MT. LYELL DISPUTE.: [882, 684, 993, 694]
article-paragraph: Extensive bush fires are raging in the Blue Mountains. They were started by sparks from an engine. Several cottages have been destroyed in the vicinity of Springwood Valley Heights.: [276, 914, 531, 945]
article-dateline: By Cable—Press Association—Copyright. London, November 16.: [570, 84, 770, 93]
article-paragraph: The Duke of Connaught opened Parliament in State. There was a brilliant scene. The Speech from the Throne foreshadowed Government control of the grain elevators on the Great Lakes, model highways throughout the provinces, scientific methods of teaching agriculture, the formation of a tariff commission to govern alterations of the tariff on a scientific basis.: [543, 819, 798, 872]
article-headline: BRITAIN AND GERMANY: [327, 32, 480, 50]
article-subheading: MENTAL PATIENT'S SUICIDE.: [1408, 498, 1535, 508]
issue-date: SATURDAY, NOVEMBER 18, 1911.: [1629, 3, 1867, 19]
article-dateline: Sydney, November 17.: [903, 233, 972, 242]
article-paragraph: The Budget Committee in the Reichstag requested the Government to give full information regarding Mr. Lloyd-George's speech and the causes which Herr von Hollweg's speech did not touch. The Government's answer will probably be confidential.: [276, 278, 531, 320]
article-paragraph: So far no reason is assigned, but it is said that Benjamin, who has kept himself in fine condition by physical culture since he left the force some five years ago, had suffered recently from internal pains. He leaves a widow, two sons and a step daughter.: [1344, 424, 1599, 465]
article-dateline: By Cable—Press Association—Copyright. Received 17, 7.30 p.m. Sydney, November 17.: [825, 494, 1050, 513]
article-paragraph: The latest election figures indicate the new House will be composed of 44 Ministerialists, 19 Labor, and two Independents. Ministerialists are jubilant.: [810, 194, 1065, 213]
article-dateline: Received 18, 1.5 a.m.: [904, 181, 970, 190]
article-subheading: UNIONISTS IN CONFERENCE.: [606, 54, 734, 64]
article-dateline: By Cable—Press Association—Copyright. Berlin, November 16.: [305, 84, 501, 93]
article-paragraph: The Rev. Dr. Inge is severe on the democracy and restlessness of labor, and not much of what he says is very true. The labor revolt will tend to divert industry to the East. At the present, however, the industry and the East are coming this way, and the cheapest of such products is the tea sold in New Zealand bearing the Empire Company's brands. These are the finest teas on the market.—Advt.: [810, 919, 1065, 983]
article-paragraph: There was perfect weather and a good wicket for the match against Victoria, which commenced to-day. The attendance was moderate.: [1077, 112, 1332, 132]
scorecard: [1077, 450, 1332, 550]
news-column: [3, 28, 270, 1972]
newspaper-title: THE TARANAKI DAILY NEWS: [792, 1, 1084, 21]
article-headline: A SPEAKER'S POWERS.: [861, 457, 1013, 474]
article-dateline: Auckland, Friday.: [1444, 898, 1499, 907]
batsman-entry: Total for six wickets: [1077, 551, 1142, 560]
article-dateline: Received 17, 11.20 p.m. Sydney, November 17.: [331, 902, 475, 910]
article-dateline: By Cable—Press Association—Copyright. Hobart, November 17.: [839, 699, 1036, 707]
article-subheading: HEAVY RAINFALL.: [1698, 845, 1780, 855]
article-paragraph: It refused to hear Mr. L. Maxse, editor of the National Review, proposer of a resolution favoring Lord Halsbury and the no-surrender peers.: [543, 132, 798, 152]
article-subheading: NEW LEADER'S VIEW.: [622, 219, 718, 229]
article-subheading: ARNST "DOWNED" AT SHOOTING.: [329, 950, 477, 960]
article-subheading: EXTENSIVE BUSH FIRES.: [348, 887, 458, 897]
article-paragraph: The control of the New Zealand Salvation Army is to be separated from Australia from January 1st next. Hitherto the Army in the Dominion has been governed from Melbourne, but under the new arrangement the whole of the New Zealand staff and corps and social institutions will be controlled by a separate territorial commander.: [1077, 1038, 1332, 1091]
article-subheading: THE VICTORIAN ELECTIONS.: [873, 54, 1002, 64]
article-paragraph: Hart has qualified for an Aerial League's pilot certificate. He completed a severe test. He is the first to qualify in Australia.: [543, 740, 798, 760]
article-paragraph: BOWEL COMPLAINTS IN CHILDREN. The most successful medicine in use for bowel complaints in children is Chamberlain's Colic, Cholera and Diarrhoea Remedy. It can always be depended upon to cure Diarrhoea and Dysentery. Sold by all chemists and storekeepers.: [1077, 1101, 1332, 1143]
article-paragraph: Warner, Barnes, Gunn, Strudwick and Vine were omitted from the English team. Warner is still abed, but is recovering.: [1077, 137, 1332, 157]
section-divider: [276, 757, 531, 758]
article-paragraph: Mr. Roosevelt, in an editorial published in the Outlook, urges the Government to control all industrial undertakings through the medium of an administrative bureau.: [810, 842, 1065, 873]
article-subheading: SOME OF ABLEST CHINESE OMITTED.: [53, 75, 220, 85]
news-column: [1071, 28, 1338, 1972]
section-divider: [810, 915, 1065, 916]
article-paragraph: In the new Cabinet Liang-Tun-Yen takes the portfolio of Foreign Affairs; General Wang-Shih-Cheng that of War, and Admiral Sah that of Marine. The Cabinet is considered satisfactory, though some of the ablest men in China are omitted.: [9, 112, 264, 154]
article-paragraph: RHEUMO will banish those pains. Relief is guaranteed and lasting—as with its reach of every sufferer from Rheumatism, Gout, Sciatica or Lumbago. A few doses of RHEUMO will quickly cure. RHEUMO removes the Uric Acid from the blood—the cause of all the trouble. All chemists and stores, 2/6 & 4/6 per bottle.—Advt.: [276, 1008, 531, 1061]
article-dateline: By Cable—Press Association—Copyright. Received 17, 11.20 p.m. Pekin, November 17.: [24, 90, 248, 108]
article-dateline: By Telegraph—Press Association. Christchurch, Last Night.: [1648, 596, 1829, 604]
article-dateline: Invercargill, Last Night.: [1702, 860, 1775, 868]
article-dateline: Received 17, 11 p.m. Sydney, November 17.: [870, 404, 1005, 412]
batsman-entry: Hearne, b Matthews: [1077, 496, 1141, 504]
article-dateline: By Telegraph—Press Association. Christchurch, Last Night.: [1648, 786, 1829, 794]
article-dateline: By Telegraph—Press Association. Wellington, Last Night.: [1384, 513, 1559, 521]
section-divider: [1344, 969, 1599, 971]
article-paragraph: The Government proposes an army of occupation for Morocco on similar lines to that at Tunis. The headquarters of the forces will be at Mequinez.: [9, 898, 264, 918]
article-paragraph: The Workers' Compensation Act provides that, where an accident happens on or about a ship, the amount of compensation is a charge thereon, and may be enforced by the Supreme Court by the sale of the ship. So defendant in this case had not paid the compensation, or offered to settle, the public trustee applied for leave to issue a writ of sale.: [1077, 901, 1332, 954]
article-paragraph: Mr. Roosevelt denied that the Steel Trust had misled him when President. An effort to prohibit all business combines was bound to fail, but dishonest businesses ought not to be protected.: [810, 878, 1065, 909]
article-subheading: A MATCH ABANDONED.: [1152, 587, 1257, 597]
section-divider: [1077, 1096, 1332, 1098]
article-headline: BUSINESS COMBINES.: [866, 793, 1009, 810]
article-subheading: ARMY OF OCCUPATION.: [84, 871, 189, 881]
